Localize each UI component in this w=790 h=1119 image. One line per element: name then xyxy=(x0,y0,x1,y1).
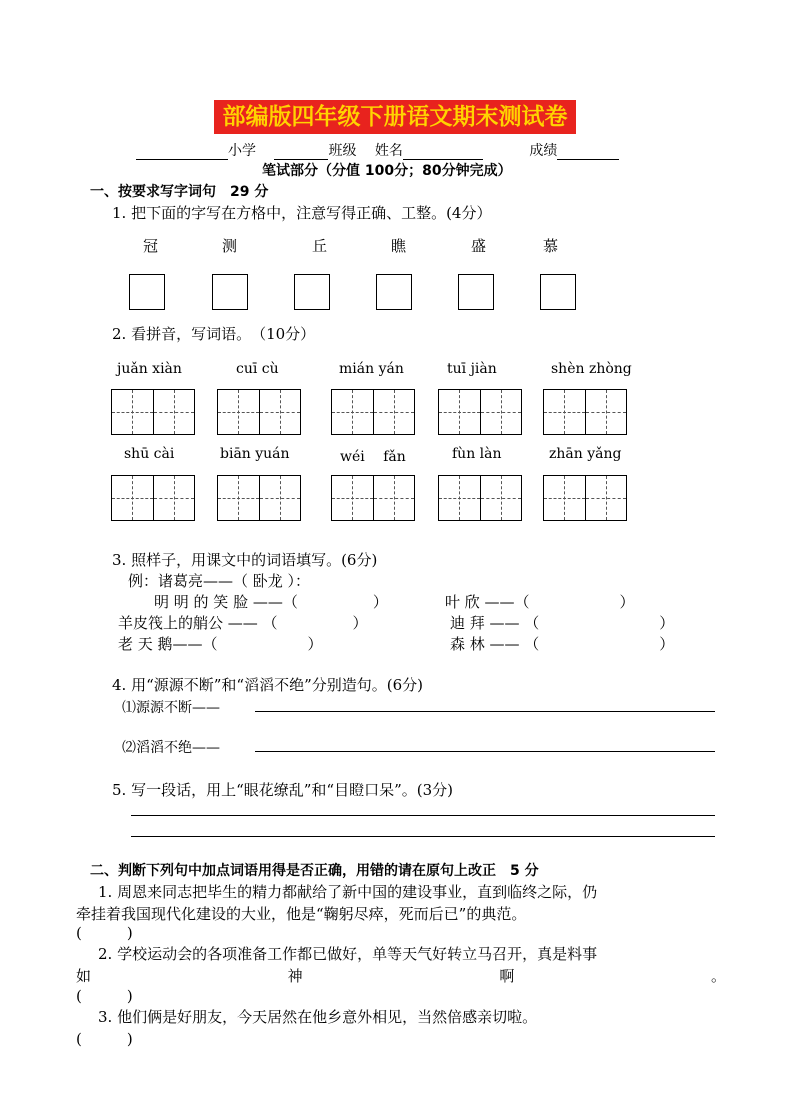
class-blank[interactable] xyxy=(274,145,328,160)
word-grid[interactable] xyxy=(217,475,301,521)
name-blank[interactable] xyxy=(403,145,483,160)
q3-item[interactable]: 老 天 鹅——（ ） xyxy=(118,635,323,653)
pinyin-label: wéi fǎn xyxy=(340,449,406,465)
student-info-line xyxy=(136,140,619,160)
q3-item[interactable]: 迪 拜 —— （ ） xyxy=(450,614,675,632)
exam-subtitle: 笔试部分（分值 100分；80分钟完成） xyxy=(262,163,512,179)
q1-char: 丘 xyxy=(312,237,328,255)
answer-line[interactable] xyxy=(131,836,715,837)
pinyin-label: zhān yǎng xyxy=(549,446,622,462)
word-grid[interactable] xyxy=(111,389,195,435)
q1-char: 瞧 xyxy=(391,237,407,255)
char-writing-box[interactable] xyxy=(458,274,494,310)
q1-char: 冠 xyxy=(143,237,159,255)
s2-q3-line1: 3. 他们俩是好朋友，今天居然在他乡意外相见，当然倍感亲切啦。 xyxy=(98,1008,538,1026)
section2-heading: 二、判断下列句中加点词语用得是否正确，用错的请在原句上改正 5 分 xyxy=(90,863,539,879)
q3-item[interactable]: 叶 欣 ——（ ） xyxy=(445,593,635,611)
class-label: 班级 xyxy=(328,143,357,159)
s2-q2-line2: 如 神 啊 。 xyxy=(76,967,726,985)
pinyin-label: shèn zhòng xyxy=(551,361,632,377)
q3-example: 例：诸葛亮——（ 卧龙 ）： xyxy=(128,572,311,590)
score-label: 成绩 xyxy=(529,143,558,159)
word-grid[interactable] xyxy=(543,389,627,435)
score-blank[interactable] xyxy=(557,145,619,160)
word-grid[interactable] xyxy=(111,475,195,521)
q3-item[interactable]: 羊皮筏上的艄公 —— （ ） xyxy=(118,614,368,632)
name-label: 姓名 xyxy=(374,143,403,159)
q4-prompt: 4. 用“源源不断”和“滔滔不绝”分别造句。(6分) xyxy=(112,676,424,694)
q1-char: 慕 xyxy=(543,237,559,255)
word-grid[interactable] xyxy=(438,389,522,435)
pinyin-label: shū cài xyxy=(124,446,175,462)
pinyin-label: cuī cù xyxy=(236,361,279,377)
q3-item[interactable]: 森 林 —— （ ） xyxy=(450,635,675,653)
word-grid[interactable] xyxy=(331,475,415,521)
q1-prompt: 1. 把下面的字写在方格中，注意写得正确、工整。(4分） xyxy=(112,204,492,222)
q4-a-label: ⑴源源不断—— xyxy=(122,700,220,716)
pinyin-label: juǎn xiàn xyxy=(117,361,182,377)
word-grid[interactable] xyxy=(331,389,415,435)
word-grid[interactable] xyxy=(543,475,627,521)
q5-prompt: 5. 写一段话，用上“眼花缭乱”和“目瞪口呆”。(3分) xyxy=(112,781,454,799)
char-writing-box[interactable] xyxy=(376,274,412,310)
s2-q2-line1: 2. 学校运动会的各项准备工作都已做好，单等天气好转立马召开，真是料事 xyxy=(98,945,598,963)
school-blank[interactable] xyxy=(136,145,228,160)
word-grid[interactable] xyxy=(438,475,522,521)
s2-q1-line1: 1. 周恩来同志把毕生的精力都献给了新中国的建设事业，直到临终之际，仍 xyxy=(98,883,598,901)
char-writing-box[interactable] xyxy=(129,274,165,310)
char-writing-box[interactable] xyxy=(212,274,248,310)
q3-item[interactable]: 明 明 的 笑 脸 ——（ ） xyxy=(154,593,388,611)
q1-char: 盛 xyxy=(471,237,487,255)
school-label: 小学 xyxy=(228,143,256,159)
char-writing-box[interactable] xyxy=(294,274,330,310)
answer-line[interactable] xyxy=(131,815,715,816)
pinyin-label: fùn làn xyxy=(452,446,502,462)
answer-paren[interactable]: ( ) xyxy=(76,987,133,1005)
page-title: 部编版四年级下册语文期末测试卷 xyxy=(214,100,576,134)
q2-prompt: 2. 看拼音，写词语。 （10分） xyxy=(112,325,316,343)
pinyin-label: tuī jiàn xyxy=(447,361,497,377)
answer-line[interactable] xyxy=(255,711,715,712)
word-grid[interactable] xyxy=(217,389,301,435)
q4-b-label: ⑵滔滔不绝—— xyxy=(122,740,220,756)
pinyin-label: mián yán xyxy=(339,361,404,377)
s2-q1-line2: 牵挂着我国现代化建设的大业，他是“鞠躬尽瘁，死而后已”的典范。 xyxy=(76,905,527,923)
q1-char: 测 xyxy=(222,237,238,255)
section1-heading: 一、按要求写字词句 29 分 xyxy=(90,184,269,200)
answer-paren[interactable]: ( ) xyxy=(76,924,133,942)
answer-paren[interactable]: ( ) xyxy=(76,1030,133,1048)
pinyin-label: biān yuán xyxy=(220,446,290,462)
char-writing-box[interactable] xyxy=(540,274,576,310)
answer-line[interactable] xyxy=(255,751,715,752)
q3-prompt: 3. 照样子，用课文中的词语填写。(6分) xyxy=(112,551,378,569)
